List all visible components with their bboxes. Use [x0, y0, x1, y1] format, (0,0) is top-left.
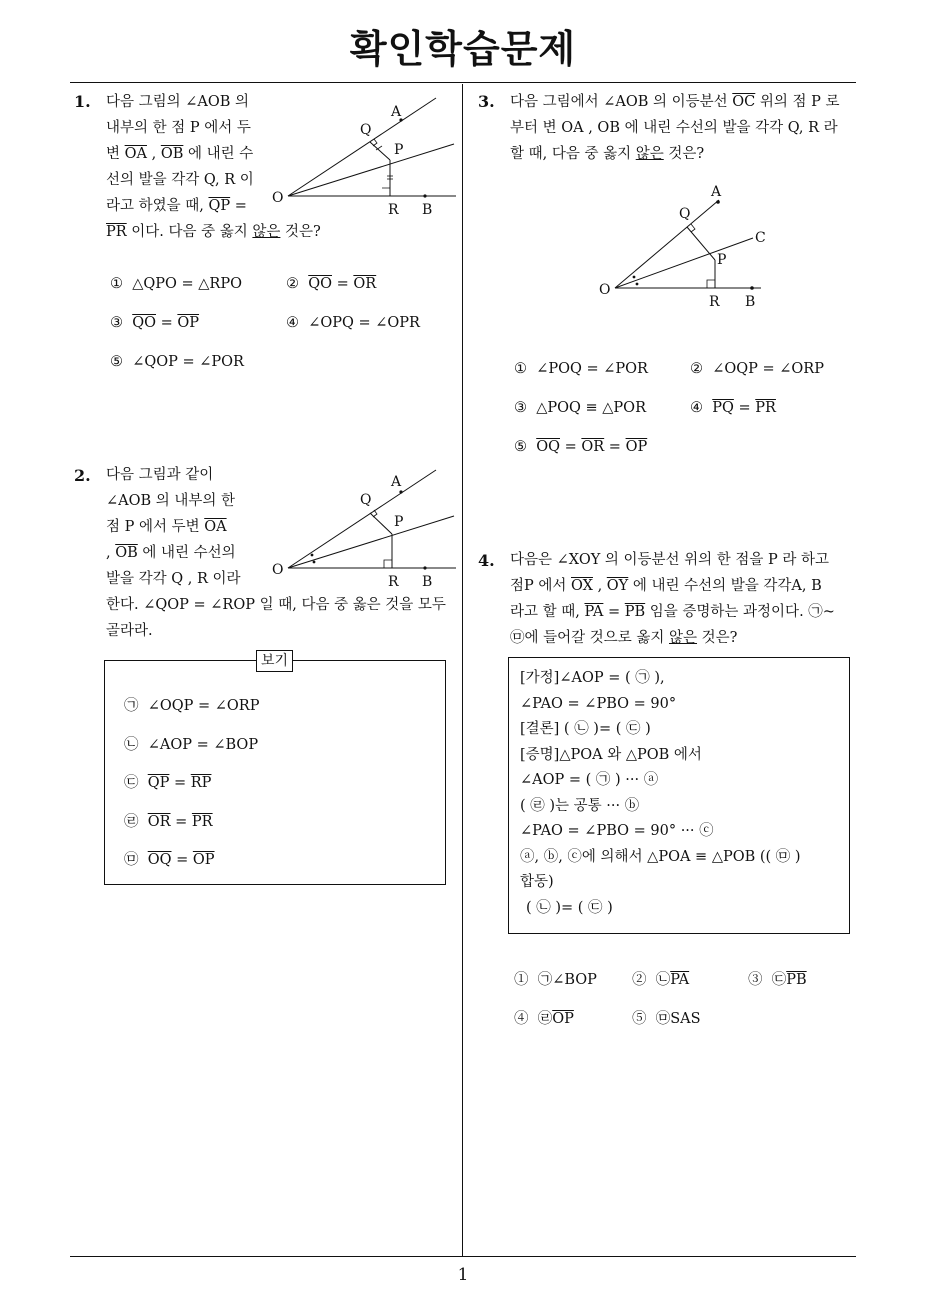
q2-bogi-label: 보기: [256, 650, 293, 672]
q3-option-1[interactable]: ① ∠POQ = ∠POR: [514, 361, 648, 377]
proof-line: ∠PAO = ∠PBO = 90°: [520, 695, 677, 712]
header-rule: [70, 82, 856, 83]
q4-option-4[interactable]: ④ $㉣\overline{OP}$: [514, 1011, 574, 1027]
fig2-label-B: B: [422, 574, 433, 586]
q1-option-4[interactable]: ④ ∠OPQ = ∠OPR: [286, 315, 420, 331]
q2-text-tail: 한다. ∠QOP = ∠ROP 일 때, 다음 중 옳은 것을 모두 골라라.: [106, 597, 446, 639]
q3-number: 3.: [478, 92, 495, 111]
q3-option-3[interactable]: ③ △POQ ≡ △POR: [514, 400, 646, 416]
q3-figure: [595, 180, 785, 310]
q4-text: 다음은 ∠XOY 의 이등분선 위의 한 점을 P 라 하고 점P 에서 $\overline{OX}$ , $\overline{OY}$ 에 내린 수선의 발을 각각A, B 라고 할 때, $\overline{PA} = \overline{PB}$ 임을 증명하는 과정이다. ㉠~ ㉤에 들어갈 것으로 옳지 않은 것은?: [510, 552, 835, 646]
q2-bogi-item-2: ㉡ ∠AOP = ∠BOP: [124, 737, 259, 753]
fig3-label-B: B: [745, 294, 756, 310]
q1-option-2[interactable]: ② $\overline{QO} = \overline{OR}$: [286, 276, 377, 292]
fig2-label-P: P: [394, 514, 404, 530]
fig3-label-C: C: [755, 230, 766, 246]
q1-figure: [270, 92, 460, 222]
proof-line: ( ㉣ )는 공통 ··· ⓑ: [520, 797, 640, 814]
q2-bogi-item-4: ㉣ $\overline{OR} = \overline{PR}$: [124, 814, 213, 830]
proof-line: ∠PAO = ∠PBO = 90° ··· ⓒ: [520, 823, 714, 839]
fig1-label-P: P: [394, 142, 404, 158]
fig3-label-O: O: [599, 282, 611, 298]
q4-proof: [520, 666, 801, 921]
q1-text: 다음 그림의 ∠AOB 의 내부의 한 점 P 에서 두 변 $\overline{OA}$ , $\overline{OB}$ 에 내린 수 선의 발을 각각 Q, R 이 라고 하였을 때, $\overline{QP}$ =: [106, 94, 254, 214]
proof-line: [결론] ( ㉡ )= ( ㉢ ): [520, 721, 651, 737]
q3-option-5[interactable]: ⑤ $\overline{OQ} = \overline{OR} = \overline{OP}$: [514, 439, 648, 455]
q3-text: 다음 그림에서 ∠AOB 의 이등분선 $\overline{OC}$ 위의 점 P 로 부터 변 OA , OB 에 내린 수선의 발을 각각 Q, R 라 할 때, 다음 중 옳지 않은 것은?: [510, 94, 840, 162]
fig1-label-A: A: [391, 104, 402, 120]
q1-option-5[interactable]: ⑤ ∠QOP = ∠POR: [110, 354, 244, 370]
q2-figure: [270, 466, 460, 586]
fig3-label-A: A: [711, 184, 722, 200]
q4-option-2[interactable]: ② $㉡\overline{PA}$: [632, 972, 690, 988]
column-divider: [462, 84, 463, 1256]
proof-line: ∠AOP = ( ㉠ ) ··· ⓐ: [520, 772, 659, 788]
q4-option-5[interactable]: ⑤ ㉤SAS: [632, 1011, 701, 1027]
q2-text: 다음 그림과 같이 ∠AOB 의 내부의 한 점 P 에서 두변 $\overline{OA}$ , $\overline{OB}$ 에 내린 수선의 발을 각각 Q , R 이라: [106, 467, 241, 587]
q1-option-3[interactable]: ③ $\overline{QO} = \overline{OP}$: [110, 315, 200, 331]
fig1-label-R: R: [388, 202, 399, 218]
q1-option-1[interactable]: ① △QPO = △RPO: [110, 276, 242, 292]
q4-number: 4.: [478, 551, 495, 570]
q3-option-2[interactable]: ② ∠OQP = ∠ORP: [690, 361, 824, 377]
q2-bogi-item-5: ㉤ $\overline{OQ} = \overline{OP}$: [124, 852, 215, 868]
proof-line: 합동): [520, 874, 554, 890]
fig3-label-Q: Q: [679, 206, 691, 222]
fig2-label-A: A: [391, 474, 402, 490]
footer-rule: [70, 1256, 856, 1257]
page-number: 1: [457, 1265, 469, 1285]
q1-text-last: $\overline{PR}$ 이다. 다음 중 옳지 않은 것은?: [106, 224, 321, 240]
q2-number: 2.: [74, 466, 91, 485]
fig2-label-R: R: [388, 574, 399, 586]
proof-line: ⓐ, ⓑ, ⓒ에 의해서 △POA ≡ △POB (( ㉤ ): [520, 848, 801, 865]
fig2-label-O: O: [272, 562, 284, 578]
fig1-label-B: B: [422, 202, 433, 218]
q1-number: 1.: [74, 92, 91, 111]
fig3-label-R: R: [709, 294, 720, 310]
fig2-label-Q: Q: [360, 492, 372, 508]
proof-line: [가정]∠AOP = ( ㉠ ),: [520, 670, 665, 686]
q3-option-4[interactable]: ④ $\overline{PQ} = \overline{PR}$: [690, 400, 776, 416]
proof-line: [증명]△POA 와 △POB 에서: [520, 746, 702, 763]
page-title: 확인학습문제: [349, 27, 577, 71]
q4-option-3[interactable]: ③ $㉢\overline{PB}$: [748, 972, 807, 988]
fig1-label-O: O: [272, 190, 284, 206]
proof-line: ( ㉡ )= ( ㉢ ): [526, 899, 613, 916]
fig1-label-Q: Q: [360, 122, 372, 138]
q2-bogi-item-1: ㉠ ∠OQP = ∠ORP: [124, 698, 260, 714]
q2-bogi-item-3: ㉢ $\overline{QP} = \overline{RP}$: [124, 775, 212, 791]
q4-option-1[interactable]: ① ㉠∠BOP: [514, 972, 597, 988]
fig3-label-P: P: [717, 252, 727, 268]
